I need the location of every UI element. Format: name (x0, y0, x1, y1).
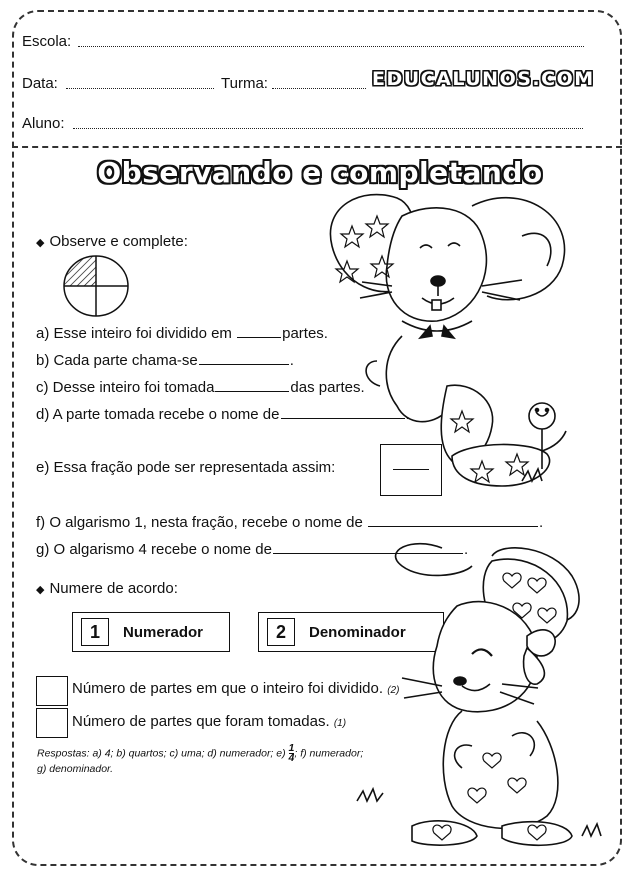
question-f (36, 514, 543, 531)
date-field[interactable] (66, 88, 214, 89)
question-b (36, 352, 294, 369)
item2-text: Número de partes que foram tomadas. (72, 713, 330, 730)
brand-logo: EDUCALUNOS.COM (372, 68, 595, 90)
answer-b-blank[interactable] (199, 363, 289, 365)
item2-answer: (1) (333, 718, 347, 729)
header-divider (12, 146, 622, 148)
option-number: 1 (81, 618, 109, 646)
question-c (36, 379, 365, 396)
item2-answer-box[interactable] (36, 708, 68, 738)
option-number: 2 (267, 618, 295, 646)
question-d-text: d) A parte tomada recebe o nome de (36, 406, 280, 423)
school-label: Escola: (22, 33, 72, 50)
question-c-suffix: das partes. (290, 379, 365, 396)
question-g-suffix: . (463, 541, 469, 558)
instruction-observe (36, 233, 188, 250)
option-numerator (72, 612, 230, 652)
question-e: e) Essa fração pode ser representada assim: (36, 459, 336, 476)
student-field[interactable] (73, 128, 583, 129)
fraction-circle-icon (60, 253, 132, 319)
instruction-text: Observe e complete: (49, 233, 188, 250)
answer-a-blank[interactable] (237, 336, 281, 338)
mouse-illustration (322, 186, 592, 496)
item1-answer: (2) (387, 685, 400, 696)
answer-key-line2: g) denominador. (37, 763, 114, 775)
option-label: Denominador (309, 623, 406, 641)
instruction-number-text: Numere de acordo: (49, 580, 178, 597)
question-f-suffix: . (539, 514, 544, 531)
answer-key-line1: Respostas: a) 4; b) quartos; c) uma; d) numerador; e) (37, 747, 286, 760)
question-d-suffix: . (405, 406, 410, 423)
page-title: Observando e completando (97, 156, 543, 189)
class-label: Turma: (221, 75, 268, 92)
question-g-text: g) O algarismo 4 recebe o nome de (36, 541, 272, 558)
item1-answer-box[interactable] (36, 676, 68, 706)
fraction-denominator: 4 (288, 752, 295, 764)
class-field[interactable] (272, 88, 366, 89)
item1 (72, 680, 399, 697)
answer-f-blank[interactable] (368, 525, 538, 527)
question-f-text: f) O algarismo 1, nesta fração, recebe o nome de (36, 514, 363, 531)
fraction-numerator: 1 (288, 742, 295, 754)
bunny-illustration (352, 536, 614, 850)
diamond-bullet-icon: ◆ (36, 237, 45, 249)
date-label: Data: (22, 75, 58, 92)
question-a-suffix: partes. (282, 325, 328, 342)
diamond-bullet-icon: ◆ (36, 584, 45, 596)
item2 (72, 713, 346, 730)
answer-key-line1-end: ; f) numerador; (294, 747, 364, 760)
question-b-suffix: . (289, 352, 294, 369)
instruction-number (36, 580, 178, 597)
item1-text: Número de partes em que o inteiro foi dividido. (72, 680, 384, 697)
option-label: Numerador (123, 623, 204, 641)
student-label: Aluno: (22, 115, 65, 132)
question-b-text: b) Cada parte chama-se (36, 352, 198, 369)
answer-c-blank[interactable] (215, 390, 289, 392)
question-a (36, 325, 328, 342)
question-c-text: c) Desse inteiro foi tomada (36, 379, 215, 396)
question-a-text: a) Esse inteiro foi dividido em (36, 325, 232, 342)
school-field[interactable] (78, 46, 584, 47)
